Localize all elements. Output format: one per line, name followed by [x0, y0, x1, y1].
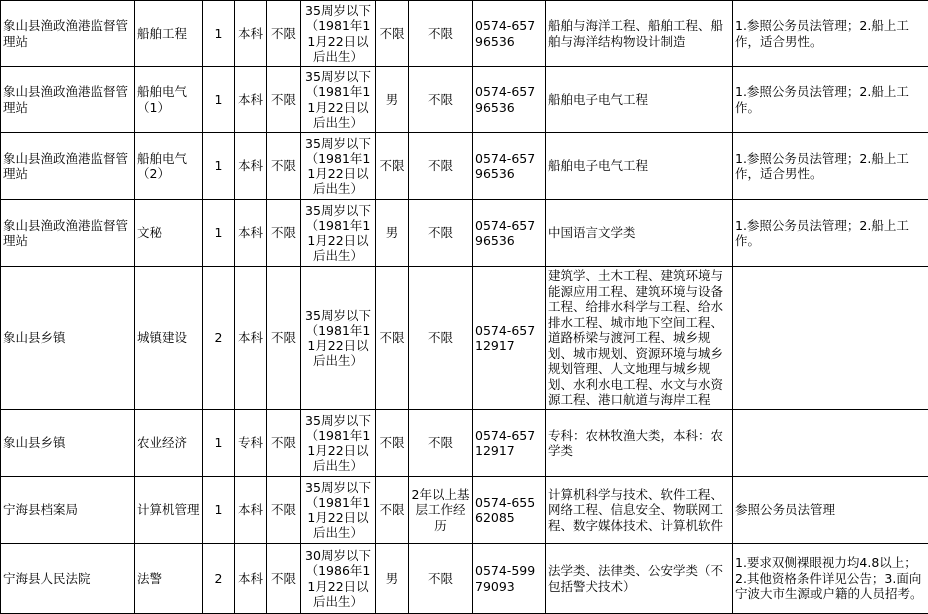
major-cell: 船舶电子电气工程 [546, 67, 733, 133]
notes-cell: 1.参照公务员法管理；2.船上工作。 [733, 67, 928, 133]
position-cell: 农业经济 [135, 410, 203, 477]
notes-cell: 参照公务员法管理 [733, 477, 928, 544]
count-cell: 1 [203, 67, 235, 133]
unit-cell: 象山县乡镇 [1, 267, 135, 410]
count-cell: 2 [203, 544, 235, 614]
degree-cell: 不限 [267, 133, 301, 200]
notes-cell: 1.参照公务员法管理；2.船上工作。 [733, 200, 928, 267]
experience-cell: 不限 [409, 200, 473, 267]
gender-cell: 不限 [376, 410, 409, 477]
experience-cell: 不限 [409, 1, 473, 67]
notes-cell [733, 410, 928, 477]
notes-cell [733, 267, 928, 410]
major-cell: 船舶与海洋工程、船舶工程、船舶与海洋结构物设计制造 [546, 1, 733, 67]
phone-cell: 0574-65562085 [473, 477, 546, 544]
age-cell: 30周岁以下（1986年11月22日以后出生） [301, 544, 376, 614]
gender-cell: 男 [376, 200, 409, 267]
unit-cell: 象山县渔政渔港监督管理站 [1, 67, 135, 133]
table-row [1, 67, 928, 133]
position-cell: 船舶电气（1） [135, 67, 203, 133]
experience-cell: 2年以上基层工作经历 [409, 477, 473, 544]
phone-cell: 0574-65796536 [473, 200, 546, 267]
table-row [1, 477, 928, 544]
education-cell: 本科 [235, 477, 267, 544]
phone-cell: 0574-59979093 [473, 544, 546, 614]
age-cell: 35周岁以下（1981年11月22日以后出生） [301, 1, 376, 67]
age-cell: 35周岁以下（1981年11月22日以后出生） [301, 477, 376, 544]
major-cell: 专科：农林牧渔大类，本科：农学类 [546, 410, 733, 477]
position-cell: 船舶电气（2） [135, 133, 203, 200]
unit-cell: 象山县乡镇 [1, 410, 135, 477]
count-cell: 1 [203, 200, 235, 267]
experience-cell: 不限 [409, 67, 473, 133]
table-body [1, 1, 928, 614]
unit-cell: 象山县渔政渔港监督管理站 [1, 200, 135, 267]
table-row [1, 267, 928, 410]
count-cell: 1 [203, 410, 235, 477]
gender-cell: 不限 [376, 1, 409, 67]
unit-cell: 宁海县档案局 [1, 477, 135, 544]
table-row [1, 410, 928, 477]
notes-cell: 1.要求双侧裸眼视力均4.8以上；2.其他资格条件详见公告；3.面向宁波大市生源或户籍的人员招考。 [733, 544, 928, 614]
major-cell: 建筑学、土木工程、建筑环境与能源应用工程、建筑环境与设备工程、给排水科学与工程、给水排水工程、城市地下空间工程、道路桥梁与渡河工程、城乡规划、城市规划、资源环境与城乡规划管理、人文地理与城乡规划、水利水电工程、水文与水资源工程、港口航道与海岸工程 [546, 267, 733, 410]
phone-cell: 0574-65796536 [473, 67, 546, 133]
position-cell: 计算机管理 [135, 477, 203, 544]
degree-cell: 不限 [267, 544, 301, 614]
phone-cell: 0574-65712917 [473, 267, 546, 410]
unit-cell: 象山县渔政渔港监督管理站 [1, 1, 135, 67]
count-cell: 1 [203, 477, 235, 544]
phone-cell: 0574-65796536 [473, 133, 546, 200]
gender-cell: 不限 [376, 267, 409, 410]
table-row [1, 200, 928, 267]
count-cell: 1 [203, 1, 235, 67]
gender-cell: 男 [376, 67, 409, 133]
education-cell: 本科 [235, 200, 267, 267]
major-cell: 计算机科学与技术、软件工程、网络工程、信息安全、物联网工程、数字媒体技术、计算机软件 [546, 477, 733, 544]
major-cell: 法学类、法律类、公安学类（不包括警犬技术） [546, 544, 733, 614]
experience-cell: 不限 [409, 133, 473, 200]
degree-cell: 不限 [267, 200, 301, 267]
unit-cell: 象山县渔政渔港监督管理站 [1, 133, 135, 200]
table-row [1, 133, 928, 200]
age-cell: 35周岁以下（1981年11月22日以后出生） [301, 410, 376, 477]
degree-cell: 不限 [267, 410, 301, 477]
degree-cell: 不限 [267, 477, 301, 544]
experience-cell: 不限 [409, 267, 473, 410]
education-cell: 本科 [235, 1, 267, 67]
gender-cell: 不限 [376, 477, 409, 544]
notes-cell: 1.参照公务员法管理；2.船上工作，适合男性。 [733, 133, 928, 200]
position-cell: 文秘 [135, 200, 203, 267]
age-cell: 35周岁以下（1981年11月22日以后出生） [301, 67, 376, 133]
education-cell: 本科 [235, 133, 267, 200]
education-cell: 本科 [235, 544, 267, 614]
education-cell: 本科 [235, 67, 267, 133]
unit-cell: 宁海县人民法院 [1, 544, 135, 614]
age-cell: 35周岁以下（1981年11月22日以后出生） [301, 133, 376, 200]
position-cell: 船舶工程 [135, 1, 203, 67]
age-cell: 35周岁以下（1981年11月22日以后出生） [301, 200, 376, 267]
gender-cell: 不限 [376, 133, 409, 200]
count-cell: 2 [203, 267, 235, 410]
count-cell: 1 [203, 133, 235, 200]
table-row [1, 544, 928, 614]
position-cell: 城镇建设 [135, 267, 203, 410]
table-row [1, 1, 928, 67]
major-cell: 中国语言文学类 [546, 200, 733, 267]
education-cell: 专科 [235, 410, 267, 477]
position-cell: 法警 [135, 544, 203, 614]
gender-cell: 男 [376, 544, 409, 614]
phone-cell: 0574-65712917 [473, 410, 546, 477]
degree-cell: 不限 [267, 1, 301, 67]
phone-cell: 0574-65796536 [473, 1, 546, 67]
notes-cell: 1.参照公务员法管理；2.船上工作，适合男性。 [733, 1, 928, 67]
degree-cell: 不限 [267, 67, 301, 133]
major-cell: 船舶电子电气工程 [546, 133, 733, 200]
education-cell: 本科 [235, 267, 267, 410]
experience-cell: 不限 [409, 544, 473, 614]
experience-cell: 不限 [409, 410, 473, 477]
degree-cell: 不限 [267, 267, 301, 410]
age-cell: 35周岁以下（1981年11月22日以后出生） [301, 267, 376, 410]
